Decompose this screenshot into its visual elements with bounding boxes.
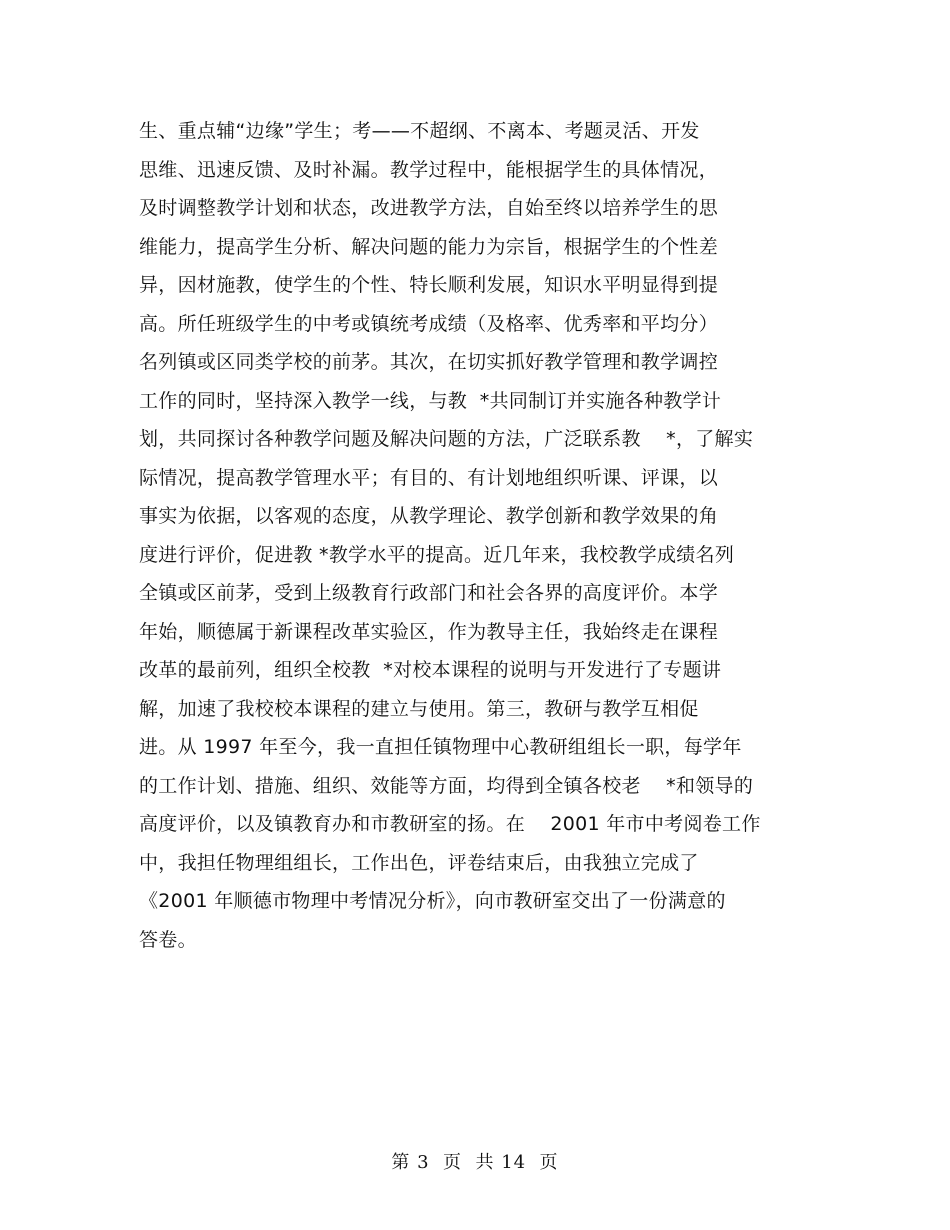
text-line: 全镇或区前茅，受到上级教育行政部门和社会各界的高度评价。本学: [139, 582, 719, 604]
text-line: 度进行评价，促进教 *教学水平的提高。近几年来，我校教学成绩名列: [139, 543, 735, 566]
text-line: 名列镇或区同类学校的前茅。其次，在切实抓好教学管理和教学调控: [139, 351, 719, 373]
text-line: 异，因材施教，使学生的个性、特长顺利发展，知识水平明显得到提: [139, 274, 719, 296]
text-line: 高。所任班级学生的中考或镇统考成绩（及格率、优秀率和平均分）: [139, 312, 719, 335]
text-line: 改革的最前列，组织全校教 *对校本课程的说明与开发进行了专题讲: [139, 659, 722, 681]
text-line: 答卷。: [139, 928, 197, 951]
text-line: 解，加速了我校校本课程的建立与使用。第三，教研与教学互相促: [139, 697, 699, 720]
text-line: 高度评价，以及镇教育办和市教研室的扬。在 2001 年市中考阅卷工作: [139, 813, 761, 835]
text-line: 事实为依据，以客观的态度，从教学理论、教学创新和教学效果的角: [139, 505, 719, 527]
text-line: 《2001 年顺德市物理中考情况分析》，向市教研室交出了一份满意的: [139, 890, 726, 912]
body-paragraph: [139, 112, 819, 959]
text-line: 及时调整教学计划和状态，改进教学方法，自始至终以培养学生的思: [139, 197, 719, 219]
text-line: 年始，顺德属于新课程改革实验区，作为教导主任，我始终走在课程: [139, 620, 719, 643]
text-line: 中，我担任物理组组长，工作出色，评卷结束后，由我独立完成了: [139, 851, 699, 874]
text-line: 思维、迅速反馈、及时补漏。教学过程中，能根据学生的具体情况，: [139, 158, 719, 181]
text-line: 维能力，提高学生分析、解决问题的能力为宗旨，根据学生的个性差: [139, 235, 719, 258]
text-line: 的工作计划、措施、组织、效能等方面，均得到全镇各校老 *和领导的: [139, 774, 754, 797]
text-line: 划，共同探讨各种教学问题及解决问题的方法，广泛联系教 *，了解实: [139, 428, 754, 450]
text-line: 工作的同时，坚持深入教学一线，与教 *共同制订并实施各种教学计: [139, 389, 722, 412]
text-line: 生、重点辅“边缘”学生；考——不超纲、不离本、考题灵活、开发: [139, 120, 700, 142]
text-line: 际情况，提高教学管理水平；有目的、有计划地组织听课、评课，以: [139, 466, 719, 489]
text-line: 进。从 1997 年至今，我一直担任镇物理中心教研组组长一职，每学年: [139, 736, 742, 758]
page-number: 第 3 页 共 14 页: [391, 1152, 559, 1173]
